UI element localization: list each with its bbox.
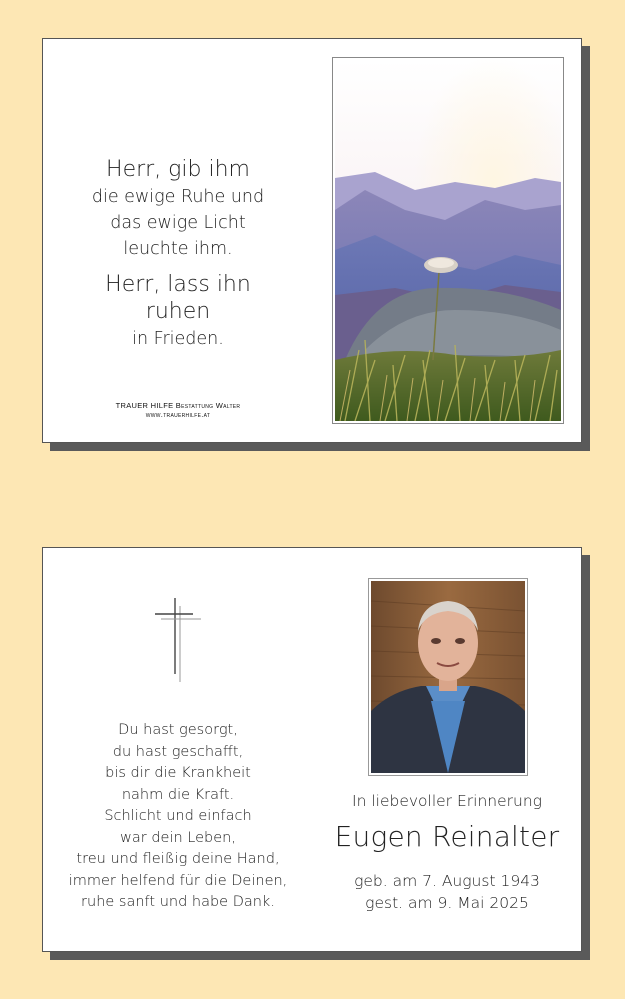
poem-line: du hast geschafft, bbox=[112, 743, 244, 760]
poem-line: treu und fleißig deine Hand, bbox=[76, 851, 280, 867]
prayer-text bbox=[73, 157, 283, 352]
poem-line: ruhe sanft und habe Dank. bbox=[81, 894, 275, 910]
landscape-photo bbox=[332, 57, 564, 424]
prayer-line: das ewige Licht bbox=[110, 213, 246, 233]
death-date: gest. am 9. Mai 2025 bbox=[365, 894, 529, 912]
poem-line: nahm die Kraft. bbox=[121, 786, 235, 803]
prayer-line: die ewige Ruhe und bbox=[91, 187, 265, 207]
funeral-home-imprint bbox=[83, 401, 273, 419]
birth-date: geb. am 7. August 1943 bbox=[354, 872, 540, 890]
prayer-line: in Frieden. bbox=[132, 329, 224, 349]
cross-icon bbox=[153, 596, 203, 690]
poem-line: bis dir die Krankheit bbox=[105, 765, 251, 781]
poem-line: Schlicht und einfach bbox=[104, 808, 252, 824]
life-dates bbox=[331, 870, 563, 914]
prayer-line: leuchte ihm. bbox=[123, 239, 233, 259]
poem-line: war dein Leben, bbox=[120, 829, 236, 846]
memory-line: In liebevoller Erinnerung bbox=[352, 792, 542, 810]
deceased-name: Eugen Reinalter bbox=[334, 820, 560, 853]
prayer-line: Herr, gib ihm bbox=[106, 157, 250, 182]
card-front bbox=[42, 38, 582, 443]
portrait-photo bbox=[368, 578, 528, 776]
memorial-poem bbox=[63, 720, 293, 914]
imprint-company: TRAUER HILFE Bestattung Walter bbox=[115, 401, 241, 410]
portrait-image bbox=[371, 581, 525, 773]
poem-line: immer helfend für die Deinen, bbox=[68, 872, 288, 889]
card-back bbox=[42, 547, 582, 952]
poem-line: Du hast gesorgt, bbox=[118, 722, 238, 738]
imprint-website: www.trauerhilfe.at bbox=[145, 410, 211, 419]
prayer-line: Herr, lass ihn ruhen bbox=[105, 272, 251, 324]
mountain-landscape-image bbox=[335, 60, 561, 421]
